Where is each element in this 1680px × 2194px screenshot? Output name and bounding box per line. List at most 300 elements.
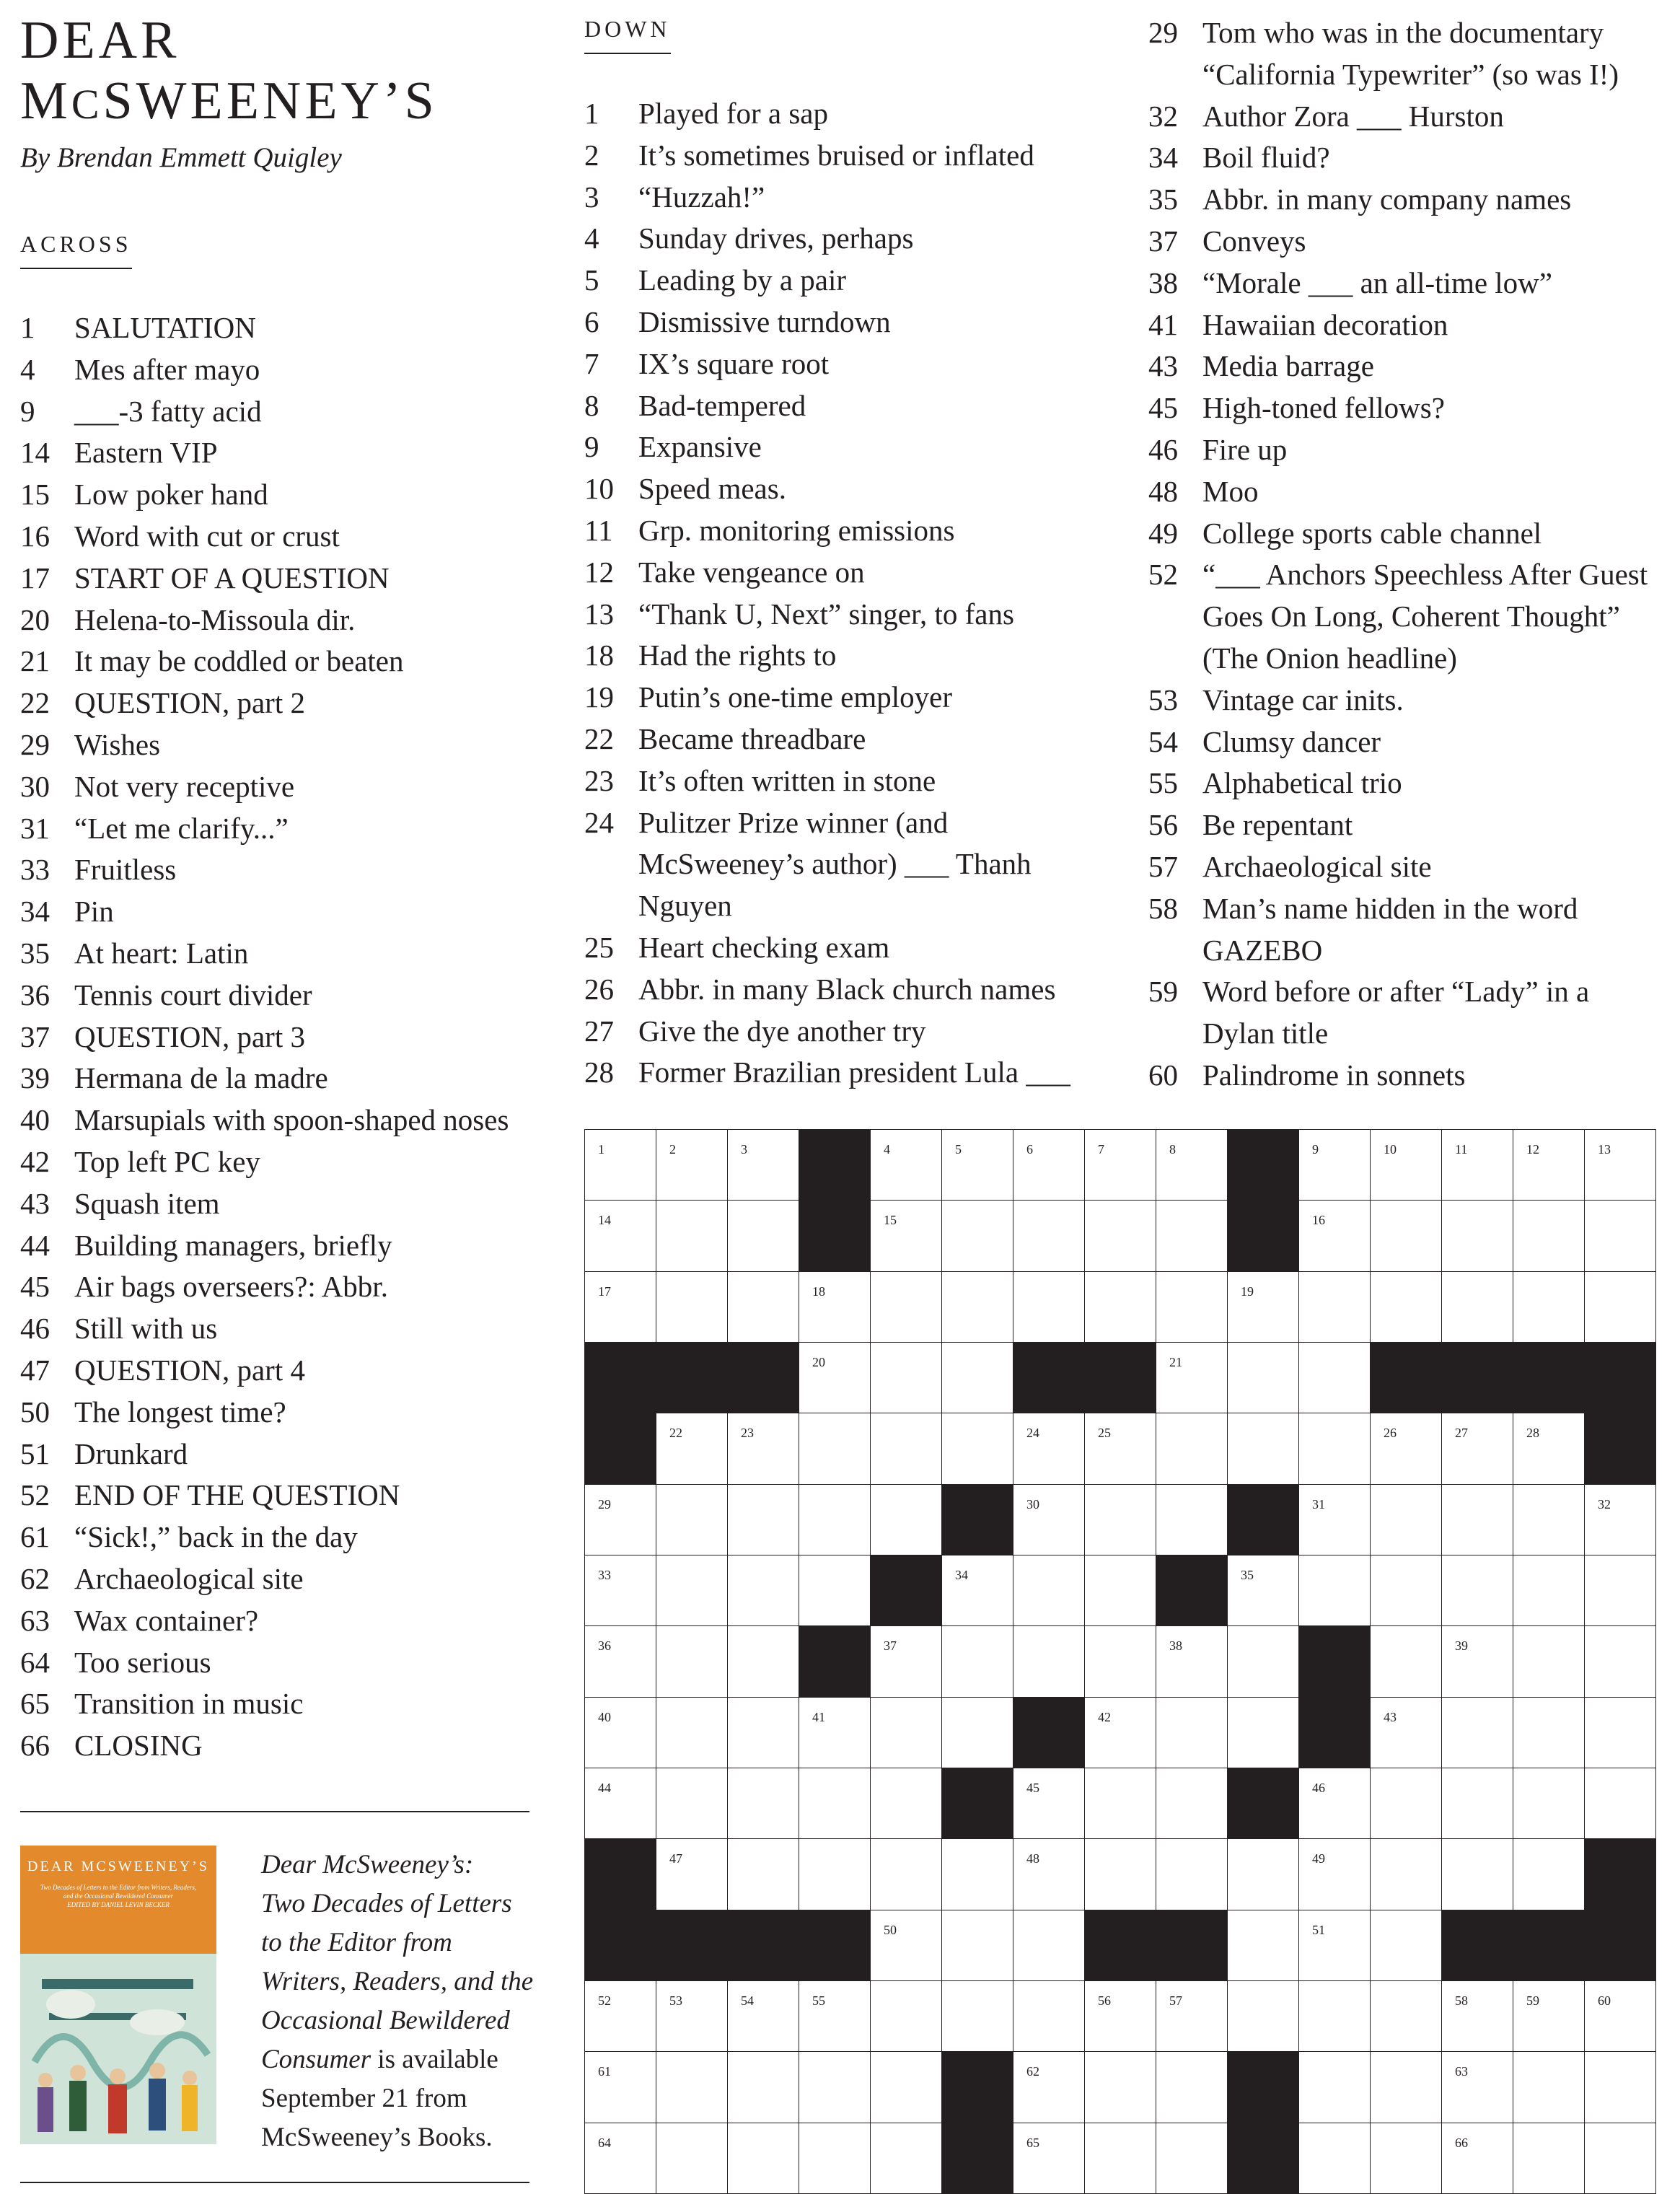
clue-number: 46 [1148,432,1178,466]
grid-cell[interactable] [799,1555,871,1626]
grid-block [941,2123,1013,2194]
clue-item [20,1266,525,1308]
grid-cell[interactable] [799,1768,871,1839]
grid-cell[interactable] [1584,1980,1656,2052]
clue-number: 54 [1148,724,1178,758]
grid-cell[interactable] [1298,2051,1371,2123]
grid-cell[interactable] [1441,1271,1513,1343]
grid-cell[interactable] [1013,1271,1085,1343]
clue-text: Had the rights to [638,639,837,672]
grid-block [1227,2123,1299,2194]
grid-block [1227,1200,1299,1271]
promo-line-8: McSweeney’s Books. [261,2123,493,2152]
grid-cell[interactable] [1370,1129,1442,1201]
grid-cell[interactable] [1084,1200,1156,1271]
grid-cell[interactable] [870,1484,942,1555]
clue-text: Pulitzer Prize winner (and McSweeney’s author) ___ Thanh Nguyen [638,805,1032,923]
cell-number: 61 [598,2064,611,2079]
grid-cell[interactable] [1370,2051,1442,2123]
grid-cell[interactable] [1513,1697,1585,1768]
grid-cell[interactable] [941,1980,1013,2052]
grid-cell[interactable] [1013,1413,1085,1484]
grid-cell[interactable] [727,1697,799,1768]
grid-cell[interactable] [1584,1555,1656,1626]
clue-item [20,474,525,516]
clue-number: 14 [20,436,50,470]
grid-cell[interactable] [727,1768,799,1839]
grid-cell[interactable] [1298,1129,1371,1201]
grid-cell[interactable] [1513,1555,1585,1626]
grid-cell[interactable] [656,1838,728,1910]
grid-cell[interactable] [1513,1980,1585,2052]
cell-number: 38 [1169,1638,1182,1654]
grid-cell[interactable] [1156,1697,1228,1768]
grid-cell[interactable] [1584,1768,1656,1839]
grid-cell[interactable] [1441,1200,1513,1271]
clue-text: Leading by a pair [638,263,847,297]
grid-cell[interactable] [656,2051,728,2123]
grid-cell[interactable] [799,2051,871,2123]
clue-item [584,719,1104,760]
grid-cell[interactable] [727,1413,799,1484]
grid-cell[interactable] [941,1910,1013,1981]
grid-cell[interactable] [1227,1838,1299,1910]
grid-cell[interactable] [1013,1555,1085,1626]
grid-cell[interactable] [727,2051,799,2123]
grid-cell[interactable] [1584,1484,1656,1555]
grid-cell[interactable] [1156,1129,1228,1201]
grid-cell[interactable] [1013,1625,1085,1697]
divider-top [20,1811,529,1812]
cell-number: 2 [669,1142,676,1157]
grid-cell[interactable] [1370,1625,1442,1697]
clue-item [20,849,525,891]
grid-cell[interactable] [941,1342,1013,1413]
clue-text: It’s sometimes bruised or inflated [638,138,1034,172]
clue-number: 2 [584,138,599,172]
cell-number: 22 [669,1426,682,1441]
grid-cell[interactable] [870,1413,942,1484]
clue-text: Top left PC key [74,1144,260,1178]
grid-cell[interactable] [727,1200,799,1271]
grid-cell[interactable] [1441,2123,1513,2194]
grid-cell[interactable] [1156,2051,1228,2123]
grid-cell[interactable] [1084,1768,1156,1839]
grid-cell[interactable] [870,1271,942,1343]
grid-cell[interactable] [584,2051,656,2123]
clue-item [20,1600,525,1642]
grid-cell[interactable] [584,2123,656,2194]
clue-number: 11 [584,513,613,547]
clue-item [1148,554,1662,679]
grid-cell[interactable] [727,1129,799,1201]
grid-block [870,1555,942,1626]
grid-cell[interactable] [1513,2123,1585,2194]
cell-number: 3 [741,1142,747,1157]
clue-text: Archaeological site [74,1561,304,1595]
promo-line-6-title: Consumer [261,2045,371,2074]
cell-number: 28 [1526,1426,1539,1441]
grid-cell[interactable] [1370,1697,1442,1768]
divider-bottom [20,2182,529,2183]
clue-text: Not very receptive [74,769,295,803]
grid-block [1298,1625,1371,1697]
grid-cell[interactable] [870,1697,942,1768]
grid-cell[interactable] [870,1980,942,2052]
clue-text: Man’s name hidden in the word GAZEBO [1202,891,1578,967]
grid-cell[interactable] [1298,1838,1371,1910]
cell-number: 26 [1384,1426,1397,1441]
grid-cell[interactable] [1370,1838,1442,1910]
grid-cell[interactable] [941,1697,1013,1768]
grid-cell[interactable] [1584,1271,1656,1343]
grid-cell[interactable] [656,1768,728,1839]
grid-cell[interactable] [1084,1838,1156,1910]
grid-cell[interactable] [799,1838,871,1910]
grid-cell[interactable] [727,1271,799,1343]
grid-cell[interactable] [870,2051,942,2123]
cell-number: 48 [1026,1851,1039,1866]
grid-cell[interactable] [1298,1980,1371,2052]
cell-number: 15 [884,1213,897,1228]
clue-text: “Let me clarify...” [74,811,289,845]
grid-cell[interactable] [1084,2051,1156,2123]
grid-block [1441,1342,1513,1413]
grid-cell[interactable] [1441,1555,1513,1626]
grid-block [941,1484,1013,1555]
clue-text: Be repentant [1202,808,1353,842]
grid-cell[interactable] [1084,1413,1156,1484]
grid-cell[interactable] [1227,1980,1299,2052]
grid-cell[interactable] [1441,1980,1513,2052]
grid-cell[interactable] [1084,1555,1156,1626]
cover-title: DEAR MCSWEENEY’S [27,1859,209,1874]
grid-cell[interactable] [870,1768,942,1839]
grid-cell[interactable] [1084,1697,1156,1768]
grid-cell[interactable] [870,2123,942,2194]
grid-cell[interactable] [1513,1838,1585,1910]
clue-text: Mes after mayo [74,352,260,386]
grid-cell[interactable] [1441,1625,1513,1697]
grid-cell[interactable] [1441,1484,1513,1555]
clue-number: 12 [584,555,614,589]
clue-text: Drunkard [74,1436,188,1470]
clue-number: 6 [584,304,599,338]
clue-item [20,1141,525,1183]
grid-cell[interactable] [1370,1980,1442,2052]
grid-cell[interactable] [1584,1129,1656,1201]
grid-cell[interactable] [1227,1555,1299,1626]
grid-cell[interactable] [870,1129,942,1201]
grid-cell[interactable] [870,1625,942,1697]
grid-cell[interactable] [1370,1484,1442,1555]
clue-text: QUESTION, part 3 [74,1019,305,1053]
clue-item [20,975,525,1017]
grid-block [1227,2051,1299,2123]
grid-cell[interactable] [584,1484,656,1555]
grid-cell[interactable] [799,1342,871,1413]
grid-cell[interactable] [1441,1129,1513,1201]
grid-cell[interactable] [656,1980,728,2052]
grid-cell[interactable] [1513,1200,1585,1271]
clue-text: Boil fluid? [1202,141,1330,175]
grid-cell[interactable] [1298,1555,1371,1626]
grid-cell[interactable] [1441,2051,1513,2123]
grid-cell[interactable] [1298,1910,1371,1981]
grid-cell[interactable] [1513,1625,1585,1697]
grid-cell[interactable] [1370,1555,1442,1626]
grid-block [1013,1342,1085,1413]
clue-text: Expansive [638,430,762,464]
clue-item [20,1558,525,1600]
grid-cell[interactable] [727,1555,799,1626]
grid-cell[interactable] [870,1200,942,1271]
grid-cell[interactable] [1084,1129,1156,1201]
grid-cell[interactable] [1298,1342,1371,1413]
clue-number: 27 [584,1014,614,1048]
clue-number: 40 [20,1103,50,1137]
grid-cell[interactable] [584,1625,656,1697]
grid-cell[interactable] [584,1200,656,1271]
clue-number: 1 [584,97,599,130]
clue-number: 35 [20,936,50,970]
grid-cell[interactable] [656,1413,728,1484]
grid-cell[interactable] [1370,1271,1442,1343]
clue-item [20,1225,525,1267]
clue-text: QUESTION, part 2 [74,686,305,720]
grid-cell[interactable] [727,1838,799,1910]
grid-cell[interactable] [1013,1980,1085,2052]
clue-text: QUESTION, part 4 [74,1353,305,1387]
grid-cell[interactable] [941,1555,1013,1626]
grid-cell[interactable] [941,1625,1013,1697]
grid-cell[interactable] [1513,1768,1585,1839]
grid-cell[interactable] [1013,1910,1085,1981]
cell-number: 60 [1598,1993,1611,2008]
grid-cell[interactable] [656,1697,728,1768]
grid-cell[interactable] [1013,2051,1085,2123]
grid-cell[interactable] [799,1413,871,1484]
grid-cell[interactable] [1513,1271,1585,1343]
grid-cell[interactable] [1298,2123,1371,2194]
grid-cell[interactable] [727,1484,799,1555]
clue-item [584,510,1104,552]
grid-cell[interactable] [656,1129,728,1201]
grid-cell[interactable] [799,1484,871,1555]
grid-cell[interactable] [584,1555,656,1626]
grid-cell[interactable] [941,1413,1013,1484]
grid-cell[interactable] [1298,1413,1371,1484]
grid-cell[interactable] [1441,1697,1513,1768]
grid-cell[interactable] [941,1838,1013,1910]
grid-cell[interactable] [870,1838,942,1910]
grid-cell[interactable] [1156,1484,1228,1555]
grid-cell[interactable] [1156,2123,1228,2194]
cover-subtitle [36,1883,201,1909]
clue-text: Became threadbare [638,721,866,755]
promo-line-5: Occasional Bewildered [261,2006,510,2035]
grid-cell[interactable] [727,2123,799,2194]
clue-item [584,969,1104,1011]
grid-cell[interactable] [1370,1910,1442,1981]
clue-item [1148,429,1662,471]
grid-cell[interactable] [1084,1271,1156,1343]
grid-cell[interactable] [1441,1838,1513,1910]
clue-item [1148,846,1662,888]
clue-text: Conveys [1202,224,1306,258]
grid-cell[interactable] [1513,1413,1585,1484]
clue-text: CLOSING [74,1729,203,1763]
grid-cell[interactable] [584,1129,656,1201]
grid-block [584,1413,656,1484]
clue-item [584,385,1104,427]
grid-cell[interactable] [1084,1625,1156,1697]
grid-cell[interactable] [1013,2123,1085,2194]
grid-cell[interactable] [584,1697,656,1768]
grid-cell[interactable] [1156,1980,1228,2052]
grid-cell[interactable] [1227,1910,1299,1981]
grid-cell[interactable] [1227,1413,1299,1484]
grid-cell[interactable] [1584,2051,1656,2123]
clue-text: Give the dye another try [638,1014,926,1048]
clue-number: 51 [20,1436,50,1470]
grid-cell[interactable] [1084,1980,1156,2052]
grid-cell[interactable] [1298,1484,1371,1555]
grid-cell[interactable] [799,1980,871,2052]
clue-text: Wax container? [74,1603,259,1637]
cell-number: 54 [741,1993,754,2008]
grid-cell[interactable] [584,1768,656,1839]
cell-number: 39 [1455,1638,1468,1654]
grid-cell[interactable] [1584,1200,1656,1271]
grid-cell[interactable] [941,1129,1013,1201]
grid-cell[interactable] [1084,1484,1156,1555]
down-clue-list [584,93,1104,1094]
cell-number: 65 [1026,2135,1039,2150]
clue-item [584,218,1104,260]
grid-cell[interactable] [1513,2051,1585,2123]
clue-item [584,302,1104,343]
grid-cell[interactable] [656,1555,728,1626]
grid-cell[interactable] [941,1200,1013,1271]
across-heading: ACROSS [20,231,132,269]
grid-cell[interactable] [1156,1768,1228,1839]
grid-cell[interactable] [870,1342,942,1413]
grid-cell[interactable] [1227,1697,1299,1768]
cell-number: 46 [1312,1781,1325,1795]
grid-cell[interactable] [1013,1129,1085,1201]
cell-number: 58 [1455,1993,1468,2008]
clue-text: Palindrome in sonnets [1202,1058,1466,1092]
grid-cell[interactable] [1227,1625,1299,1697]
clue-number: 50 [20,1395,50,1429]
grid-cell[interactable] [1013,1484,1085,1555]
clue-text: The longest time? [74,1395,286,1429]
clue-text: Low poker hand [74,478,268,512]
grid-cell[interactable] [1298,1768,1371,1839]
cell-number: 43 [1384,1709,1397,1724]
grid-block [1084,1910,1156,1981]
grid-cell[interactable] [1370,1200,1442,1271]
grid-cell[interactable] [1513,1484,1585,1555]
clue-text: Wishes [74,727,161,761]
cell-number: 59 [1526,1993,1539,2008]
grid-cell[interactable] [1227,1342,1299,1413]
grid-cell[interactable] [1013,1768,1085,1839]
grid-cell[interactable] [799,1697,871,1768]
grid-cell[interactable] [656,1484,728,1555]
cell-number: 11 [1455,1142,1468,1157]
grid-cell[interactable] [1513,1129,1585,1201]
grid-block [1584,1910,1656,1981]
grid-cell[interactable] [1298,1271,1371,1343]
grid-cell[interactable] [1013,1838,1085,1910]
book-cover-image [20,1846,216,2144]
grid-cell[interactable] [1156,1200,1228,1271]
grid-cell[interactable] [1584,1697,1656,1768]
clue-number: 20 [20,602,50,636]
grid-cell[interactable] [1584,2123,1656,2194]
grid-cell[interactable] [1584,1625,1656,1697]
grid-cell[interactable] [1298,1200,1371,1271]
grid-block [799,1910,871,1981]
clue-item [584,260,1104,302]
grid-cell[interactable] [656,1200,728,1271]
grid-cell[interactable] [656,2123,728,2194]
grid-cell[interactable] [727,1980,799,2052]
clue-number: 8 [584,388,599,422]
grid-block [1441,1910,1513,1981]
grid-cell[interactable] [1441,1768,1513,1839]
grid-cell[interactable] [1156,1271,1228,1343]
grid-cell[interactable] [799,2123,871,2194]
grid-cell[interactable] [1084,2123,1156,2194]
cell-number: 66 [1455,2135,1468,2150]
grid-cell[interactable] [941,1271,1013,1343]
clue-item [1148,96,1662,138]
clue-item [584,93,1104,135]
grid-cell[interactable] [1370,1768,1442,1839]
grid-cell[interactable] [1441,1413,1513,1484]
cell-number: 31 [1312,1496,1325,1511]
grid-cell[interactable] [656,1271,728,1343]
grid-cell[interactable] [1156,1413,1228,1484]
grid-cell[interactable] [870,1910,942,1981]
clue-text: Grp. monitoring emissions [638,513,955,547]
cell-number: 10 [1384,1142,1397,1157]
grid-cell[interactable] [1227,1271,1299,1343]
clue-number: 4 [584,221,599,255]
grid-cell[interactable] [584,1271,656,1343]
clue-text: Putin’s one-time employer [638,680,952,714]
clue-item [20,641,525,683]
grid-cell[interactable] [1013,1200,1085,1271]
grid-cell[interactable] [1370,2123,1442,2194]
grid-cell[interactable] [1156,1342,1228,1413]
grid-cell[interactable] [1370,1413,1442,1484]
clue-number: 31 [20,811,50,845]
grid-cell[interactable] [656,1625,728,1697]
clue-item [20,1100,525,1141]
grid-cell[interactable] [1156,1838,1228,1910]
grid-cell[interactable] [727,1625,799,1697]
grid-cell[interactable] [584,1980,656,2052]
cell-number: 56 [1098,1993,1111,2008]
grid-cell[interactable] [799,1271,871,1343]
cell-number: 27 [1455,1426,1468,1441]
clue-text: Clumsy dancer [1202,724,1381,758]
grid-cell[interactable] [1156,1625,1228,1697]
